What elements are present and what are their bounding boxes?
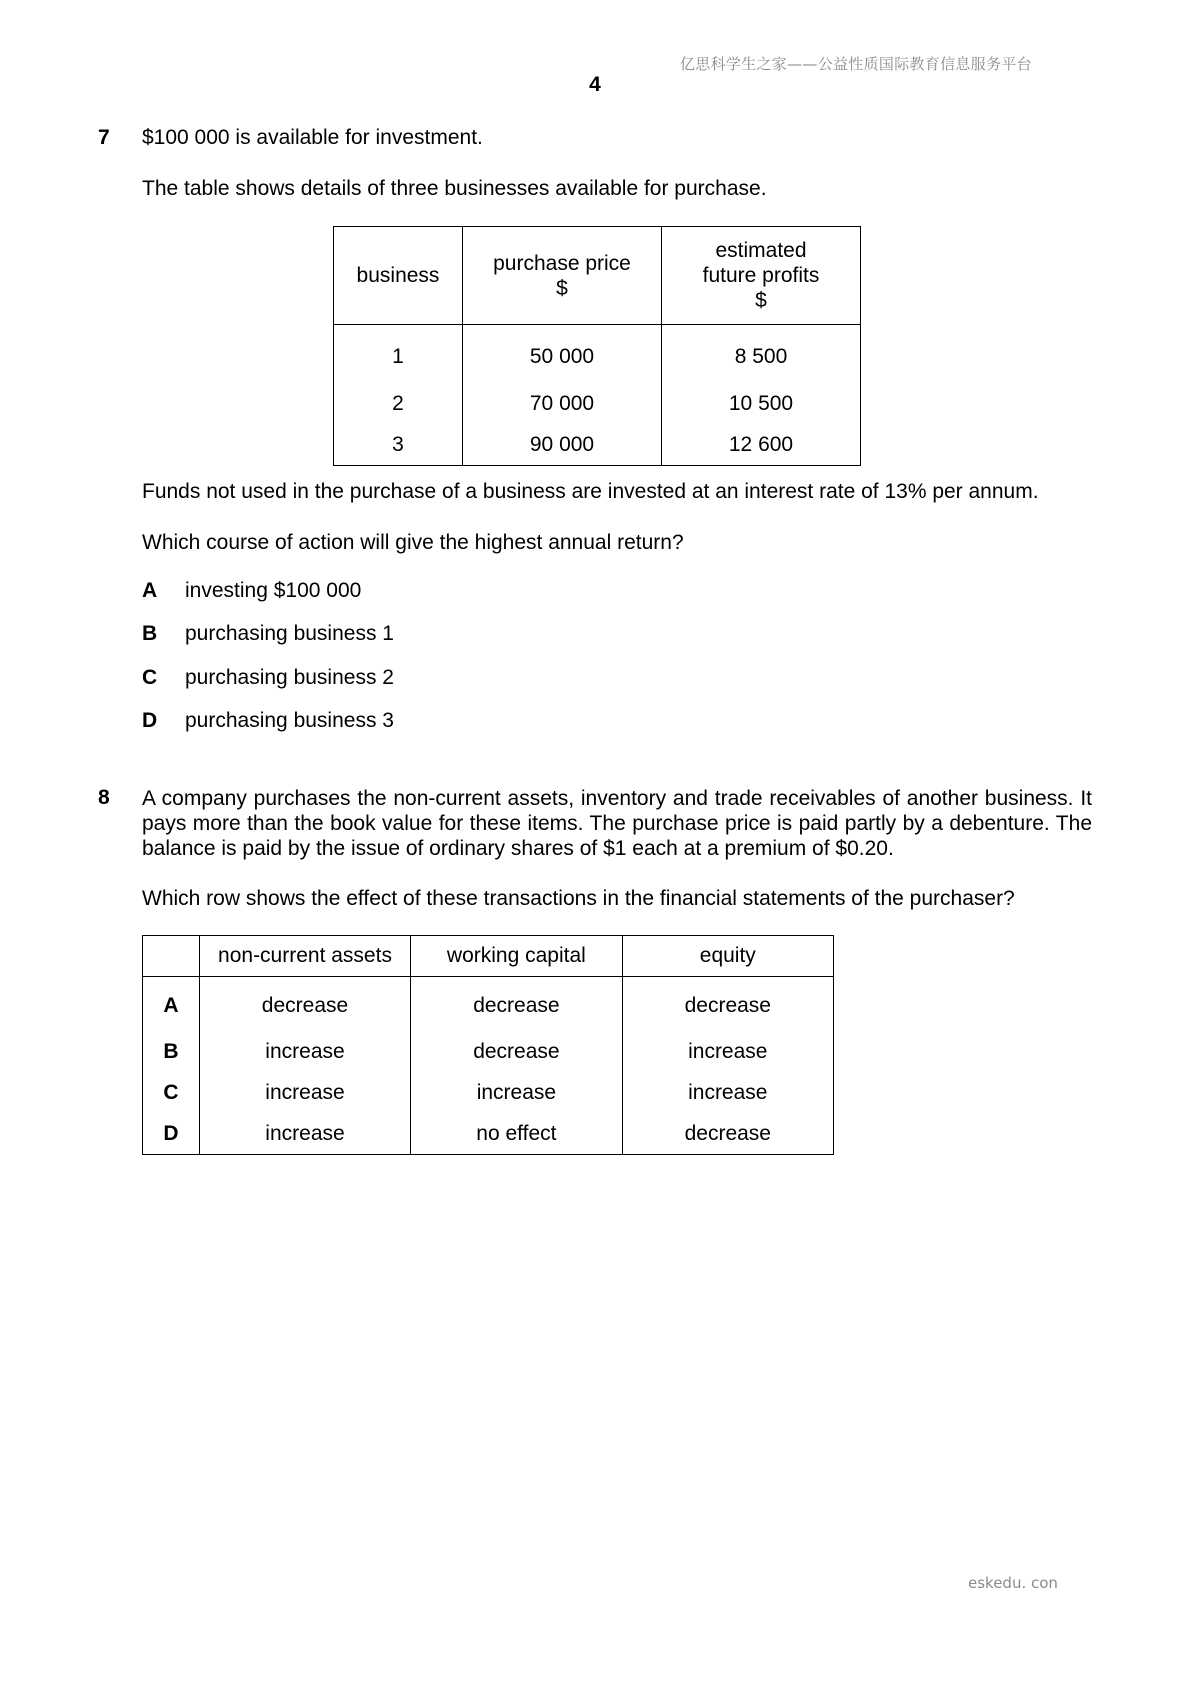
option-d-letter: D — [142, 709, 158, 732]
option-d-text: purchasing business 3 — [185, 709, 394, 732]
header-working-capital: working capital — [411, 936, 622, 977]
table-cell: increase — [622, 1072, 833, 1113]
table-cell: decrease — [622, 1113, 833, 1155]
table-cell: 8 500 — [662, 325, 861, 384]
table-cell: 12 600 — [662, 424, 861, 466]
option-b-text: purchasing business 1 — [185, 622, 394, 645]
question-8-question: Which row shows the effect of these transactions in the financial statements of the purchaser? — [142, 887, 1015, 910]
table-row — [143, 977, 834, 1032]
table-row — [334, 424, 861, 466]
header-blank — [143, 936, 200, 977]
header-equity: equity — [622, 936, 833, 977]
question-8-number: 8 — [98, 786, 110, 809]
option-a-text: investing $100 000 — [185, 579, 362, 602]
question-7-stem: $100 000 is available for investment. — [142, 126, 483, 149]
table-cell: no effect — [411, 1113, 622, 1155]
table-row — [334, 325, 861, 384]
table-cell: 70 000 — [463, 383, 662, 424]
option-c-letter: C — [142, 666, 158, 689]
footer-site-text: eskedu. con — [968, 1574, 1058, 1592]
table-header-row — [143, 936, 834, 977]
table-cell: increase — [411, 1072, 622, 1113]
row-letter: A — [143, 977, 200, 1032]
question-7-number: 7 — [98, 126, 110, 149]
header-business: business — [334, 227, 463, 325]
option-b-letter: B — [142, 622, 158, 645]
table-cell: 3 — [334, 424, 463, 466]
watermark-text: 亿思科学生之家——公益性质国际教育信息服务平台 — [680, 55, 1032, 73]
header-non-current-assets: non-current assets — [199, 936, 410, 977]
table-row — [334, 383, 861, 424]
question-7-note: Funds not used in the purchase of a business are invested at an interest rate of 13% per annum. — [142, 480, 1039, 503]
table-cell: decrease — [411, 977, 622, 1032]
header-estimated-future-profits: estimated future profits $ — [662, 227, 861, 325]
option-c-text: purchasing business 2 — [185, 666, 394, 689]
table-cell: decrease — [411, 1031, 622, 1072]
question-7-question: Which course of action will give the highest annual return? — [142, 531, 684, 554]
effects-table — [142, 935, 834, 1155]
table-cell: increase — [622, 1031, 833, 1072]
table-cell: increase — [199, 1031, 410, 1072]
row-letter: B — [143, 1031, 200, 1072]
question-7-intro: The table shows details of three businesses available for purchase. — [142, 177, 767, 200]
table-row — [143, 1113, 834, 1155]
table-row — [143, 1072, 834, 1113]
table-header-row — [334, 227, 861, 325]
row-letter: D — [143, 1113, 200, 1155]
option-a-letter: A — [142, 579, 158, 602]
table-cell: increase — [199, 1113, 410, 1155]
page-number: 4 — [589, 73, 601, 96]
row-letter: C — [143, 1072, 200, 1113]
table-row — [143, 1031, 834, 1072]
question-8-stem: A company purchases the non-current assets, inventory and trade receivables of another business. It pays more than the book value for these items. The purchase price is paid partly by a debenture. The balance is paid by the issue of ordinary shares of $1 each at a premium of $0.20. — [142, 787, 1092, 860]
businesses-table — [333, 226, 861, 466]
table-cell: 1 — [334, 325, 463, 384]
table-cell: 2 — [334, 383, 463, 424]
header-purchase-price: purchase price $ — [463, 227, 662, 325]
table-cell: 10 500 — [662, 383, 861, 424]
table-cell: 50 000 — [463, 325, 662, 384]
table-cell: decrease — [199, 977, 410, 1032]
table-cell: 90 000 — [463, 424, 662, 466]
table-cell: decrease — [622, 977, 833, 1032]
table-cell: increase — [199, 1072, 410, 1113]
